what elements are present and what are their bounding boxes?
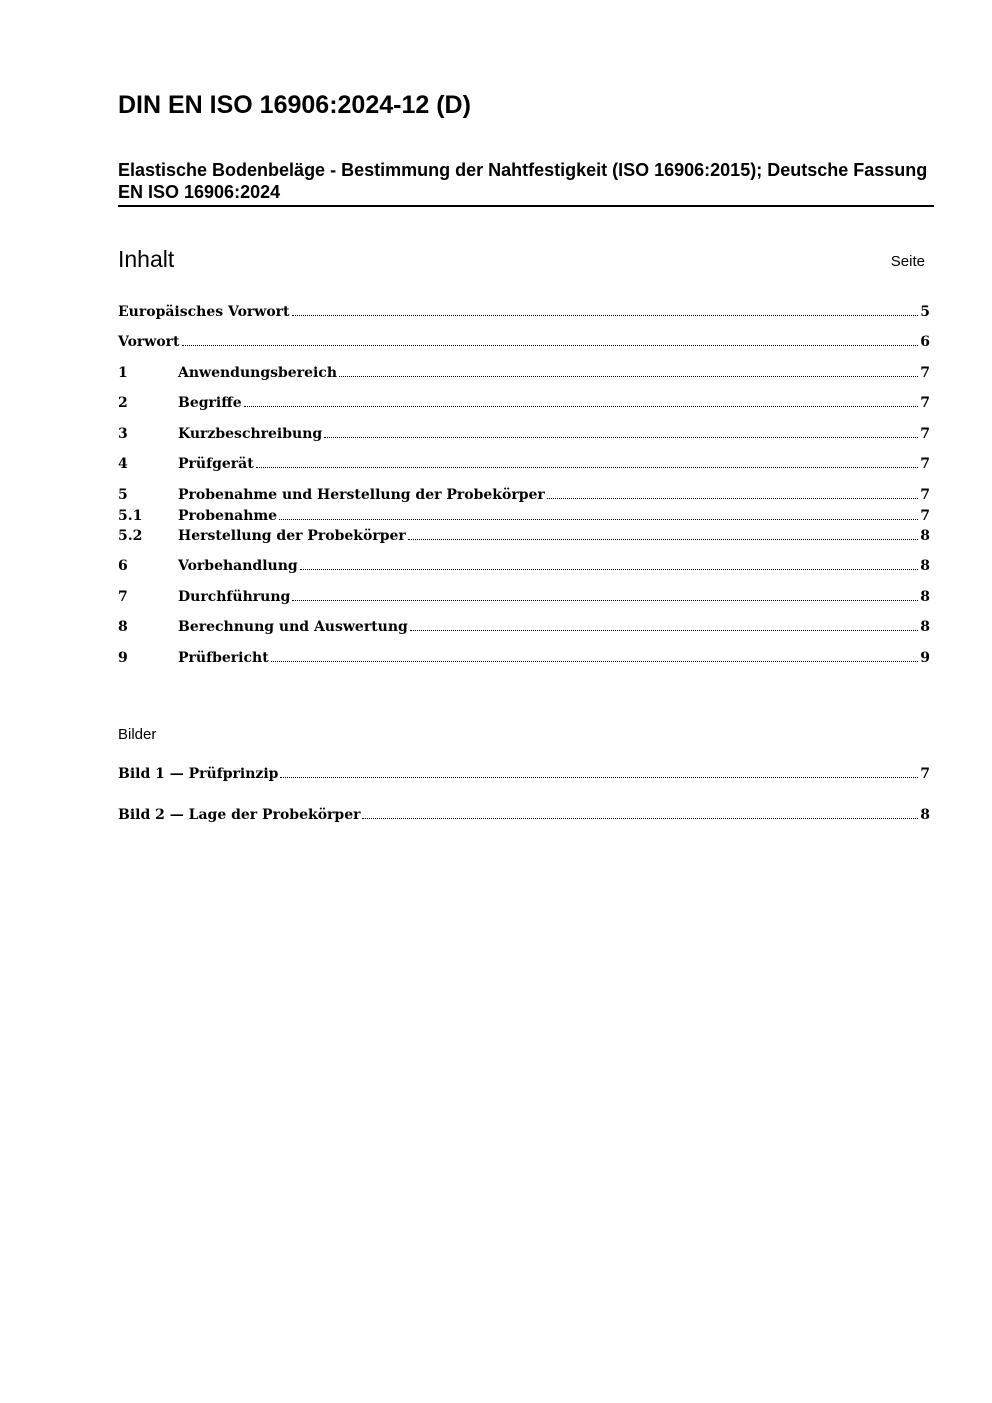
toc-entry-section-7[interactable] — [118, 587, 930, 607]
toc-entry-text: Durchführung — [178, 589, 291, 605]
toc-entry-text: Probenahme — [178, 508, 278, 524]
toc-leader-dots — [362, 818, 918, 819]
toc-entry-number: 5.1 — [118, 508, 143, 524]
toc-leader-dots — [324, 437, 918, 438]
toc-entry-section-5-1[interactable] — [118, 506, 930, 526]
toc-entry-text: Vorbehandlung — [178, 558, 298, 574]
toc-entry-number: 7 — [118, 589, 128, 605]
toc-entry-page: 7 — [920, 395, 930, 411]
toc-leader-dots — [280, 777, 918, 778]
toc-entry-section-8[interactable] — [118, 617, 930, 637]
toc-entry-page: 7 — [920, 487, 930, 503]
toc-entry-number: 2 — [118, 395, 128, 411]
toc-entry-text: Probenahme und Herstellung der Probekörper — [178, 487, 545, 503]
toc-leader-dots — [410, 630, 918, 631]
toc-leader-dots — [279, 519, 918, 520]
toc-entry-page: 8 — [920, 558, 930, 574]
toc-leader-dots — [339, 376, 918, 377]
toc-leader-dots — [271, 661, 919, 662]
toc-entry-number: 1 — [118, 365, 128, 381]
toc-entry-text: Begriffe — [178, 395, 242, 411]
toc-entry-page: 6 — [920, 334, 930, 350]
toc-entry-number: 5 — [118, 487, 128, 503]
toc-entry-number: 4 — [118, 456, 128, 472]
toc-entry-text: Kurzbeschreibung — [178, 426, 323, 442]
toc-entry-number: 9 — [118, 650, 128, 666]
toc-entry-text: Prüfgerät — [178, 456, 254, 472]
toc-entry-section-3[interactable] — [118, 424, 930, 444]
toc-leader-dots — [244, 406, 919, 407]
toc-entry-text: Vorwort — [118, 334, 180, 350]
toc-leader-dots — [292, 315, 919, 316]
figure-entry-text: Bild 1 — Prüfprinzip — [118, 766, 279, 782]
toc-entry-text: Europäisches Vorwort — [118, 304, 290, 320]
toc-leader-dots — [182, 345, 919, 346]
toc-entry-page: 9 — [920, 650, 930, 666]
toc-entry-european-foreword[interactable] — [118, 302, 930, 322]
toc-entry-page: 7 — [920, 456, 930, 472]
toc-leader-dots — [408, 539, 918, 540]
toc-page-column-label: Seite — [890, 253, 925, 270]
figure-entry-page: 8 — [920, 807, 930, 823]
toc-entry-foreword[interactable] — [118, 332, 930, 352]
figure-entry-1[interactable] — [118, 764, 930, 784]
toc-entry-number: 8 — [118, 619, 128, 635]
figure-entry-2[interactable] — [118, 805, 930, 825]
figure-entry-page: 7 — [920, 766, 930, 782]
figure-entry-text: Bild 2 — Lage der Probekörper — [118, 807, 361, 823]
toc-entry-number: 6 — [118, 558, 128, 574]
toc-heading: Inhalt — [118, 246, 175, 272]
toc-entry-number: 5.2 — [118, 528, 143, 544]
toc-entry-text: Anwendungsbereich — [178, 365, 337, 381]
toc-entry-number: 3 — [118, 426, 128, 442]
toc-leader-dots — [547, 498, 918, 499]
toc-leader-dots — [300, 569, 919, 570]
toc-entry-section-4[interactable] — [118, 454, 930, 474]
toc-entry-text: Herstellung der Probekörper — [178, 528, 406, 544]
toc-entry-page: 8 — [920, 528, 930, 544]
toc-entry-section-9[interactable] — [118, 648, 930, 668]
toc-entry-page: 7 — [920, 508, 930, 524]
toc-entry-section-5[interactable] — [118, 485, 930, 505]
toc-entry-section-2[interactable] — [118, 393, 930, 413]
title-rule — [118, 205, 934, 207]
toc-entry-page: 7 — [920, 365, 930, 381]
toc-leader-dots — [256, 467, 919, 468]
toc-entry-page: 8 — [920, 589, 930, 605]
toc-entry-page: 8 — [920, 619, 930, 635]
toc-entry-page: 5 — [920, 304, 930, 320]
toc-entry-text: Berechnung und Auswertung — [178, 619, 408, 635]
toc-leader-dots — [292, 600, 918, 601]
figures-heading: Bilder — [118, 726, 157, 743]
toc-entry-text: Prüfbericht — [178, 650, 269, 666]
toc-entry-section-1[interactable] — [118, 363, 930, 383]
toc-entry-section-6[interactable] — [118, 556, 930, 576]
toc-entry-page: 7 — [920, 426, 930, 442]
toc-entry-section-5-2[interactable] — [118, 526, 930, 546]
document-id: DIN EN ISO 16906:2024-12 (D) — [118, 91, 471, 119]
document-title: Elastische Bodenbeläge - Bestimmung der Nahtfestigkeit (ISO 16906:2015); Deutsche Fassung EN ISO 16906:2024 — [118, 160, 928, 202]
